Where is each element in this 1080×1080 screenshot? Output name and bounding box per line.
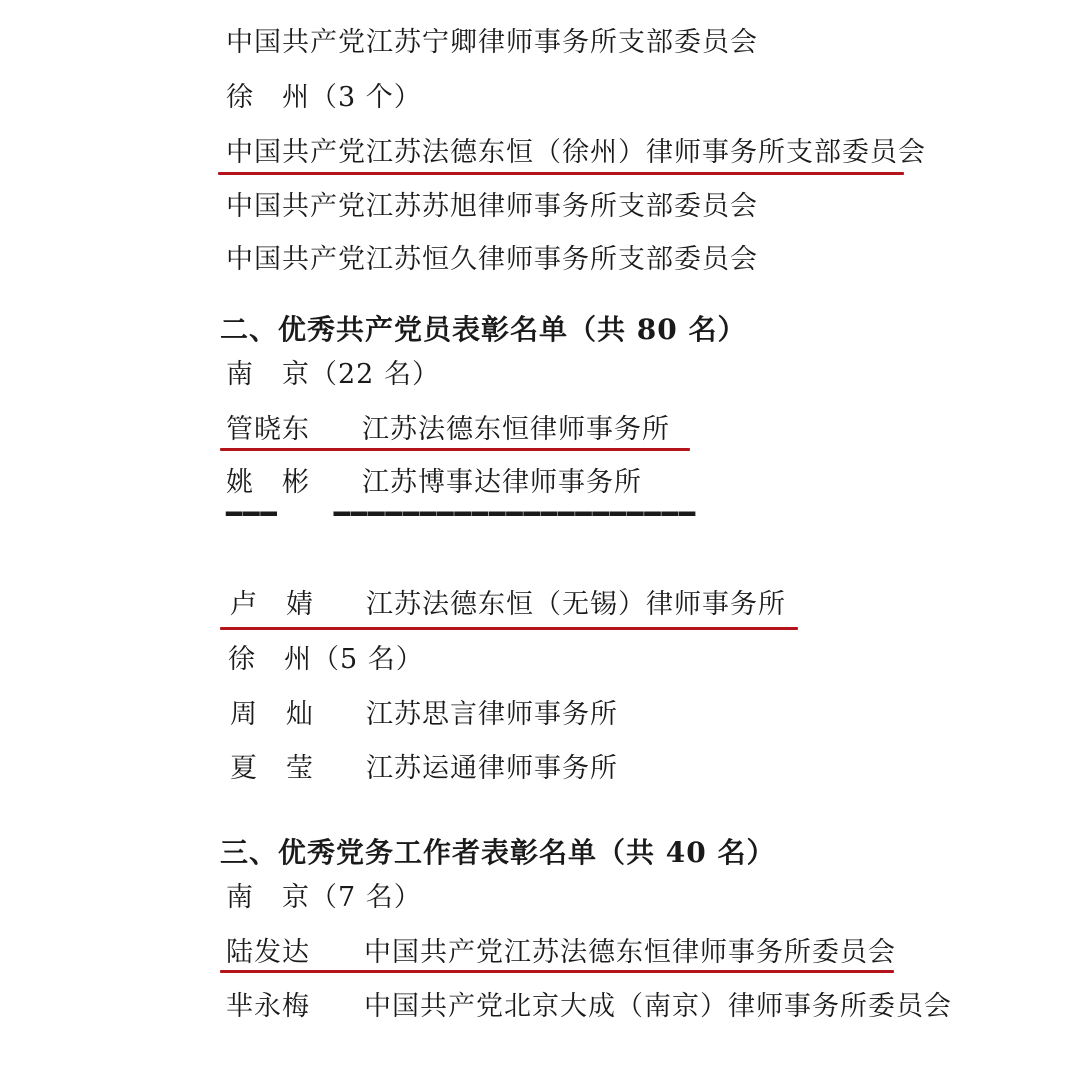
member-org: 江苏法德东恒律师事务所 (362, 414, 670, 445)
member-org: 江苏思言律师事务所 (366, 699, 618, 730)
member-name: 周 灿 (230, 699, 314, 730)
member-name: 夏 莹 (230, 753, 314, 784)
member-org: 江苏博事达律师事务所 (362, 467, 642, 498)
member-row-highlighted (230, 588, 790, 622)
member-name: 管晓东 (226, 414, 310, 445)
red-underline (220, 627, 798, 630)
firm-line: 中国共产党江苏恒久律师事务所支部委员会 (226, 244, 758, 275)
member-name: 卢 婧 (230, 589, 314, 620)
red-underline (220, 970, 894, 973)
worker-row-highlighted (226, 936, 906, 970)
firm-line-highlighted: 中国共产党江苏法德东恒（徐州）律师事务所支部委员会 (226, 137, 926, 168)
member-row (226, 466, 726, 500)
worker-org: 中国共产党北京大成（南京）律师事务所委员会 (364, 991, 952, 1022)
member-row (230, 698, 680, 732)
region-label-xuzhou: 徐 州（3 个） (226, 82, 422, 113)
section-heading-excellent-workers: 三、优秀党务工作者表彰名单（共 40 名） (220, 836, 776, 869)
worker-row (226, 990, 966, 1024)
cut-off-text-fragment: ━━━ ━━━━━━━━━━━━━━━━━━━━━ (226, 499, 697, 530)
red-underline (218, 172, 904, 175)
member-row (230, 752, 680, 786)
firm-line: 中国共产党江苏宁卿律师事务所支部委员会 (226, 27, 758, 58)
red-underline (220, 448, 690, 451)
region-label-nanjing: 南 京（7 名） (226, 882, 422, 913)
member-org: 江苏运通律师事务所 (366, 753, 618, 784)
member-name: 姚 彬 (226, 467, 310, 498)
section-heading-excellent-members: 二、优秀共产党员表彰名单（共 80 名） (220, 313, 747, 346)
worker-name: 陆发达 (226, 937, 310, 968)
region-label-xuzhou: 徐 州（5 名） (228, 644, 424, 675)
member-org: 江苏法德东恒（无锡）律师事务所 (366, 589, 786, 620)
worker-org: 中国共产党江苏法德东恒律师事务所委员会 (364, 937, 896, 968)
worker-name: 芈永梅 (226, 991, 310, 1022)
firm-line: 中国共产党江苏苏旭律师事务所支部委员会 (226, 191, 758, 222)
member-row-highlighted (226, 413, 726, 447)
region-label-nanjing: 南 京（22 名） (226, 359, 440, 390)
